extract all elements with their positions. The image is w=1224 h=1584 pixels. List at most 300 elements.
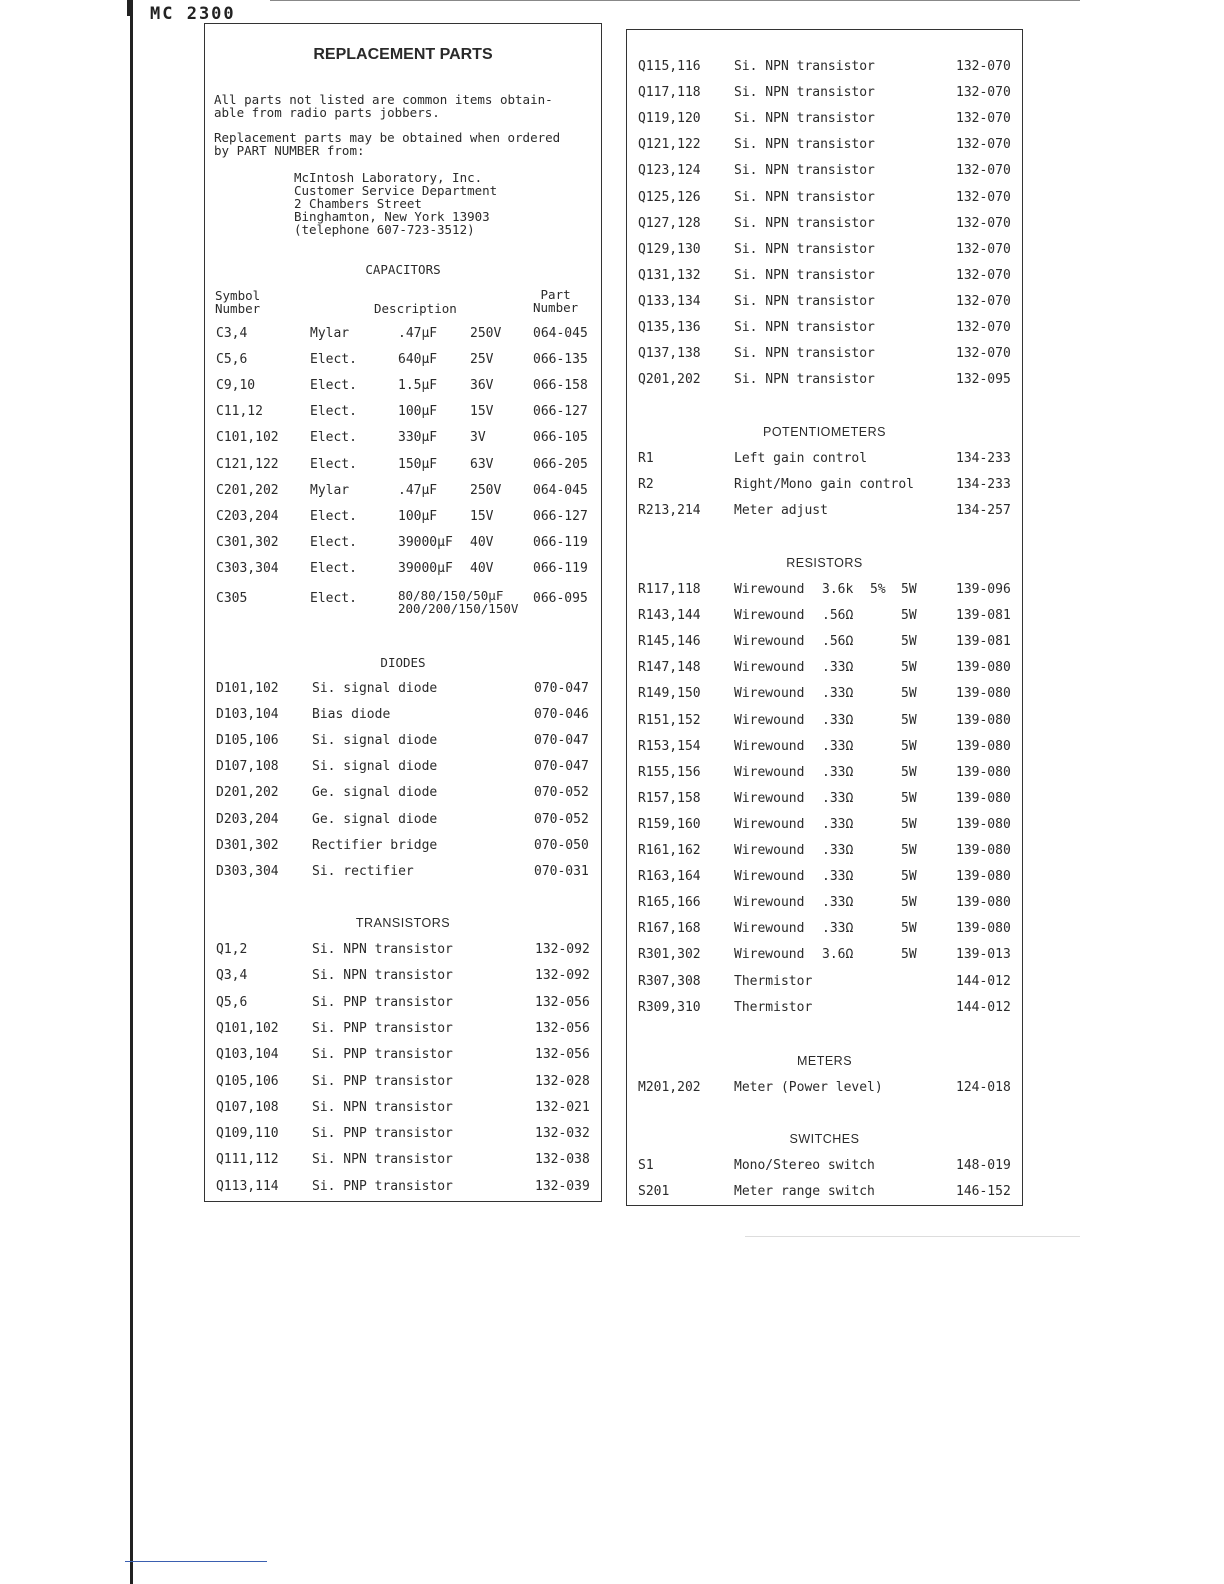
- resistor-row: [627, 582, 1022, 602]
- potentiometer-row-desc: Left gain control: [734, 451, 868, 466]
- resistor-row-type: Wirewound: [734, 582, 805, 597]
- resistor-row-type: Wirewound: [734, 686, 805, 702]
- switch-row-part: 148-019: [956, 1158, 1011, 1173]
- transistor-row: [205, 968, 601, 988]
- resistor-row-value: .33Ω: [822, 843, 854, 858]
- resistor-row-part: 144-012: [956, 973, 1011, 989]
- transistor-row: [205, 1152, 601, 1172]
- transistor-row-sym: Q121,122: [638, 137, 701, 153]
- resistor-row: [627, 634, 1022, 654]
- capacitor-row-sym: C121,122: [216, 456, 279, 472]
- resistor-row-value: .33Ω: [822, 895, 854, 911]
- resistor-row-type: Wirewound: [734, 738, 805, 754]
- resistor-row-part: 139-080: [956, 843, 1011, 858]
- capacitor-row-type: Elect.: [310, 352, 357, 368]
- transistor-row-desc: Si. NPN transistor: [734, 111, 875, 127]
- corner-line: [125, 1561, 267, 1562]
- transistor-row: [627, 111, 1022, 131]
- diode-row: [205, 707, 601, 727]
- page-header: MC 2300: [150, 4, 236, 24]
- right-parts-panel: [626, 29, 1023, 1206]
- resistor-row-type: Wirewound: [734, 790, 805, 806]
- capacitor-row-part: 066-105: [533, 430, 588, 446]
- description-header: Description: [374, 301, 457, 316]
- c305-values: [398, 589, 518, 615]
- resistor-row: [627, 843, 1022, 863]
- address-line: Customer Service Department: [294, 183, 498, 198]
- resistor-row-watt: 5W: [901, 686, 917, 702]
- resistor-row-part: 139-080: [956, 790, 1011, 806]
- resistor-row-part: 139-080: [956, 921, 1011, 937]
- potentiometer-row: [627, 451, 1022, 471]
- diode-row-sym: D201,202: [216, 785, 279, 801]
- resistor-row: [627, 608, 1022, 628]
- transistor-row-sym: Q201,202: [638, 372, 701, 388]
- switch-row: [627, 1158, 1022, 1178]
- intro-line: able from radio parts jobbers.: [214, 105, 440, 120]
- diode-row-sym: D303,304: [216, 863, 279, 879]
- transistor-row-sym: Q135,136: [638, 320, 701, 335]
- resistor-row-type: Wirewound: [734, 608, 805, 624]
- resistor-row-watt: 5W: [901, 660, 917, 676]
- switch-row: [627, 1184, 1022, 1204]
- address-line: (telephone 607-723-3512): [294, 222, 475, 237]
- resistor-row-part: 139-080: [956, 686, 1011, 702]
- transistor-row-desc: Si. NPN transistor: [734, 85, 875, 101]
- c305-value-line: 200/200/150/150V: [398, 601, 519, 616]
- diode-row-desc: Bias diode: [312, 707, 391, 723]
- resistor-row-part: 139-080: [956, 660, 1011, 676]
- capacitor-row-type: Mylar: [310, 482, 350, 498]
- resistor-row-sym: R163,164: [638, 869, 701, 885]
- capacitor-row-sym: C101,102: [216, 430, 279, 446]
- resistor-row-watt: 5W: [901, 843, 917, 858]
- switch-row-part: 146-152: [956, 1184, 1011, 1200]
- transistor-row: [627, 372, 1022, 392]
- transistor-row-part: 132-056: [535, 1047, 590, 1063]
- diode-row: [205, 785, 601, 805]
- transistor-row-desc: Si. NPN transistor: [312, 968, 453, 984]
- capacitor-row-type: Elect.: [310, 508, 357, 524]
- transistor-row-sym: Q117,118: [638, 85, 701, 101]
- transistor-row-part: 132-056: [535, 994, 590, 1010]
- potentiometer-row-part: 134-233: [956, 477, 1011, 493]
- intro-line: All parts not listed are common items obtain-: [214, 92, 553, 107]
- resistor-row: [627, 765, 1022, 785]
- transistor-row-part: 132-070: [956, 267, 1011, 283]
- capacitor-row-sym: C5,6: [216, 352, 248, 368]
- potentiometer-row: [627, 477, 1022, 497]
- diode-row-sym: D103,104: [216, 707, 279, 723]
- switch-row-sym: S1: [638, 1158, 654, 1173]
- transistor-row-part: 132-095: [956, 372, 1011, 388]
- transistor-row: [205, 1126, 601, 1146]
- transistor-row: [627, 320, 1022, 340]
- capacitor-row-volt: 15V: [470, 404, 494, 420]
- transistor-row: [627, 59, 1022, 79]
- capacitor-row-value: 1.5μF: [398, 378, 438, 394]
- transistor-row-part: 132-070: [956, 293, 1011, 309]
- resistor-row-value: .33Ω: [822, 816, 854, 832]
- resistor-row-sym: R161,162: [638, 843, 701, 858]
- resistor-row-watt: 5W: [901, 921, 917, 937]
- address-line: 2 Chambers Street: [294, 196, 422, 211]
- diode-row-part: 070-052: [534, 811, 589, 827]
- transistor-row-sym: Q113,114: [216, 1178, 279, 1194]
- address-line: Binghamton, New York 13903: [294, 209, 490, 224]
- resistor-row-type: Thermistor: [734, 973, 813, 989]
- resistor-row-type: Wirewound: [734, 947, 805, 963]
- resistor-row-value: .33Ω: [822, 660, 854, 676]
- transistor-row-desc: Si. NPN transistor: [312, 1152, 453, 1168]
- transistor-row-desc: Si. PNP transistor: [312, 1020, 453, 1036]
- capacitor-row-c305: [205, 588, 601, 616]
- capacitor-row-sym: C3,4: [216, 326, 248, 341]
- resistor-row-tol: 5%: [870, 582, 886, 597]
- transistor-row-sym: Q133,134: [638, 293, 701, 309]
- potentiometer-row-part: 134-257: [956, 503, 1011, 519]
- resistor-row-sym: R117,118: [638, 582, 701, 597]
- resistor-row-watt: 5W: [901, 608, 917, 624]
- transistor-row-desc: Si. NPN transistor: [734, 320, 875, 335]
- transistor-row-part: 132-070: [956, 241, 1011, 257]
- page-title: REPLACEMENT PARTS: [313, 46, 493, 63]
- c305-type: Elect.: [310, 591, 357, 606]
- address-line: McIntosh Laboratory, Inc.: [294, 170, 483, 185]
- resistor-row-value: .33Ω: [822, 869, 854, 885]
- resistor-row: [627, 895, 1022, 915]
- resistor-row-type: Thermistor: [734, 999, 813, 1015]
- resistor-row-type: Wirewound: [734, 634, 805, 650]
- resistor-row-sym: R307,308: [638, 973, 701, 989]
- diode-row-sym: D107,108: [216, 759, 279, 775]
- capacitor-row: [205, 483, 601, 503]
- capacitor-row-volt: 3V: [470, 430, 486, 446]
- resistor-row-watt: 5W: [901, 895, 917, 911]
- potentiometer-row: [627, 503, 1022, 523]
- binding-tick: [127, 0, 133, 16]
- resistor-row-sym: R167,168: [638, 921, 701, 937]
- capacitor-row-part: 066-158: [533, 378, 588, 394]
- capacitor-row-part: 064-045: [533, 482, 588, 498]
- capacitor-row-volt: 40V: [470, 534, 494, 550]
- part-number-header: [533, 288, 578, 314]
- transistor-row-desc: Si. NPN transistor: [734, 346, 875, 362]
- resistor-row-sym: R159,160: [638, 816, 701, 832]
- transistor-row-part: 132-070: [956, 215, 1011, 231]
- symbol-number-header: [215, 289, 260, 315]
- transistor-row-sym: Q109,110: [216, 1126, 279, 1142]
- resistor-row-watt: 5W: [901, 790, 917, 806]
- transistor-row-desc: Si. PNP transistor: [312, 994, 453, 1010]
- diode-row-part: 070-047: [534, 681, 589, 696]
- transistor-row-desc: Si. NPN transistor: [734, 372, 875, 388]
- capacitor-row-value: 100μF: [398, 508, 438, 524]
- potentiometer-row-desc: Meter adjust: [734, 503, 828, 519]
- bottom-rule: [745, 1236, 1080, 1237]
- transistor-row-part: 132-070: [956, 85, 1011, 101]
- transistor-row-part: 132-056: [535, 1020, 590, 1036]
- transistor-row-sym: Q1,2: [216, 942, 248, 957]
- diode-row: [205, 681, 601, 701]
- resistor-row: [627, 947, 1022, 967]
- resistor-row-type: Wirewound: [734, 764, 805, 780]
- transistor-row-desc: Si. NPN transistor: [734, 215, 875, 231]
- resistor-row-sym: R147,148: [638, 660, 701, 676]
- meter-row-sym: M201,202: [638, 1080, 701, 1095]
- resistor-row-watt: 5W: [901, 582, 917, 597]
- diode-row-part: 070-047: [534, 759, 589, 775]
- resistor-row-part: 144-012: [956, 999, 1011, 1015]
- capacitor-row-volt: 250V: [470, 326, 502, 341]
- resistor-row-part: 139-080: [956, 895, 1011, 911]
- transistor-row-sym: Q3,4: [216, 968, 248, 984]
- diode-row-part: 070-052: [534, 785, 589, 801]
- resistor-row-value: .33Ω: [822, 764, 854, 780]
- resistor-row: [627, 739, 1022, 759]
- resistor-row-watt: 5W: [901, 947, 917, 963]
- c305-symbol: C305: [216, 591, 248, 606]
- transistors-heading: TRANSISTORS: [355, 916, 451, 930]
- capacitor-row-volt: 36V: [470, 378, 494, 394]
- transistor-row-part: 132-070: [956, 189, 1011, 205]
- capacitor-row-sym: C11,12: [216, 404, 263, 420]
- transistor-row-sym: Q107,108: [216, 1099, 279, 1115]
- resistor-row: [627, 921, 1022, 941]
- diode-row: [205, 838, 601, 858]
- transistor-row-sym: Q129,130: [638, 241, 701, 257]
- transistor-row: [627, 137, 1022, 157]
- resistor-row-type: Wirewound: [734, 843, 805, 858]
- capacitor-row-volt: 40V: [470, 560, 494, 576]
- resistor-row-type: Wirewound: [734, 921, 805, 937]
- left-parts-panel: [204, 23, 602, 1202]
- resistor-row-part: 139-080: [956, 738, 1011, 754]
- resistor-row-part: 139-096: [956, 582, 1011, 597]
- diode-row: [205, 759, 601, 779]
- resistor-row-sym: R165,166: [638, 895, 701, 911]
- capacitor-row: [205, 509, 601, 529]
- diode-row: [205, 864, 601, 884]
- potentiometers-heading: POTENTIOMETERS: [763, 425, 886, 439]
- capacitor-row: [205, 378, 601, 398]
- capacitor-row-value: 640μF: [398, 352, 438, 368]
- transistor-row: [627, 268, 1022, 288]
- transistor-row-desc: Si. NPN transistor: [734, 137, 875, 153]
- c305-value-line: 80/80/150/50μF: [398, 588, 504, 603]
- resistor-row-value: .33Ω: [822, 738, 854, 754]
- resistor-row-part: 139-080: [956, 869, 1011, 885]
- transistor-row-desc: Si. PNP transistor: [312, 1178, 453, 1194]
- resistor-row-watt: 5W: [901, 738, 917, 754]
- transistor-row-desc: Si. NPN transistor: [312, 942, 453, 957]
- resistor-row-value: .33Ω: [822, 686, 854, 702]
- resistor-row-type: Wirewound: [734, 712, 805, 728]
- capacitor-row: [205, 404, 601, 424]
- order-line: Replacement parts may be obtained when ordered: [214, 130, 561, 145]
- address-block: [294, 171, 497, 236]
- potentiometer-row-sym: R213,214: [638, 503, 701, 519]
- switches-heading: SWITCHES: [789, 1132, 860, 1146]
- transistor-row-sym: Q137,138: [638, 346, 701, 362]
- resistors-heading: RESISTORS: [786, 556, 863, 570]
- switch-row-desc: Mono/Stereo switch: [734, 1158, 875, 1173]
- transistor-row-sym: Q131,132: [638, 267, 701, 283]
- transistor-row-part: 132-070: [956, 320, 1011, 335]
- diode-row-desc: Si. signal diode: [312, 733, 438, 749]
- transistor-row-part: 132-070: [956, 137, 1011, 153]
- transistor-row: [205, 1074, 601, 1094]
- header-line: Symbol: [215, 288, 261, 303]
- diode-row-sym: D301,302: [216, 837, 279, 853]
- capacitor-row-part: 066-127: [533, 508, 588, 524]
- transistor-row-desc: Si. NPN transistor: [734, 189, 875, 205]
- capacitor-row: [205, 430, 601, 450]
- transistor-row: [205, 995, 601, 1015]
- capacitor-row: [205, 326, 601, 346]
- capacitor-row-value: 150μF: [398, 456, 438, 472]
- capacitor-row-part: 066-205: [533, 456, 588, 472]
- resistor-row-watt: 5W: [901, 869, 917, 885]
- capacitor-row-type: Mylar: [310, 326, 350, 341]
- transistor-row: [205, 1100, 601, 1120]
- resistor-row: [627, 660, 1022, 680]
- transistor-row: [627, 242, 1022, 262]
- diode-row-desc: Si. signal diode: [312, 681, 438, 696]
- intro-paragraph: [214, 93, 594, 119]
- transistor-row-part: 132-032: [535, 1126, 590, 1142]
- potentiometer-row-sym: R2: [638, 477, 654, 493]
- diode-row-desc: Rectifier bridge: [312, 837, 438, 853]
- resistor-row-sym: R301,302: [638, 947, 701, 963]
- resistor-row-watt: 5W: [901, 712, 917, 728]
- diodes-heading: DIODES: [380, 655, 426, 670]
- capacitor-row-sym: C201,202: [216, 482, 279, 498]
- resistor-row-watt: 5W: [901, 816, 917, 832]
- resistor-row-value: .33Ω: [822, 921, 854, 937]
- capacitor-row-part: 066-119: [533, 534, 588, 550]
- capacitor-row-sym: C203,204: [216, 508, 279, 524]
- resistor-row-part: 139-013: [956, 947, 1011, 963]
- capacitor-row-volt: 15V: [470, 508, 494, 524]
- resistor-row-sym: R145,146: [638, 634, 701, 650]
- header-line: Number: [215, 301, 261, 316]
- transistor-row-desc: Si. NPN transistor: [734, 267, 875, 283]
- resistor-row-sym: R151,152: [638, 712, 701, 728]
- resistor-row-value: 3.6Ω: [822, 947, 854, 963]
- transistor-row-sym: Q125,126: [638, 189, 701, 205]
- transistor-row-part: 132-070: [956, 59, 1011, 74]
- meter-row: [627, 1080, 1022, 1100]
- transistor-row: [205, 942, 601, 962]
- resistor-row-value: .33Ω: [822, 790, 854, 806]
- capacitor-row-type: Elect.: [310, 430, 357, 446]
- transistor-row-desc: Si. NPN transistor: [734, 163, 875, 179]
- resistor-row-type: Wirewound: [734, 660, 805, 676]
- capacitor-row-value: 330μF: [398, 430, 438, 446]
- capacitor-row-value: 39000μF: [398, 534, 453, 550]
- capacitor-row: [205, 352, 601, 372]
- resistor-row-part: 139-080: [956, 764, 1011, 780]
- resistor-row-sym: R155,156: [638, 764, 701, 780]
- diode-row-part: 070-047: [534, 733, 589, 749]
- capacitor-row-part: 066-127: [533, 404, 588, 420]
- meter-row-part: 124-018: [956, 1080, 1011, 1095]
- transistor-row-sym: Q5,6: [216, 994, 248, 1010]
- transistor-row-part: 132-038: [535, 1152, 590, 1168]
- transistor-row-sym: Q115,116: [638, 59, 701, 74]
- resistor-row-part: 139-081: [956, 608, 1011, 624]
- transistor-row-part: 132-092: [535, 942, 590, 957]
- diode-row-sym: D105,106: [216, 733, 279, 749]
- c305-part: 066-095: [533, 591, 588, 606]
- resistor-row-watt: 5W: [901, 634, 917, 650]
- switch-row-sym: S201: [638, 1184, 670, 1200]
- transistor-row-sym: Q127,128: [638, 215, 701, 231]
- capacitor-row-value: .47μF: [398, 326, 438, 341]
- transistor-row-part: 132-028: [535, 1073, 590, 1089]
- diode-row-sym: D203,204: [216, 811, 279, 827]
- transistor-row-sym: Q105,106: [216, 1073, 279, 1089]
- capacitor-row-volt: 63V: [470, 456, 494, 472]
- potentiometer-row-desc: Right/Mono gain control: [734, 477, 915, 493]
- transistor-row: [205, 1021, 601, 1041]
- transistor-row-part: 132-092: [535, 968, 590, 984]
- capacitor-row-type: Elect.: [310, 378, 357, 394]
- transistor-row-desc: Si. NPN transistor: [734, 293, 875, 309]
- resistor-row: [627, 817, 1022, 837]
- transistor-row-desc: Si. PNP transistor: [312, 1073, 453, 1089]
- resistor-row-type: Wirewound: [734, 816, 805, 832]
- transistor-row: [627, 346, 1022, 366]
- capacitor-row-type: Elect.: [310, 560, 357, 576]
- resistor-row: [627, 974, 1022, 994]
- diode-row-sym: D101,102: [216, 681, 279, 696]
- resistor-row-part: 139-080: [956, 712, 1011, 728]
- transistor-row-desc: Si. PNP transistor: [312, 1126, 453, 1142]
- transistor-row-desc: Si. NPN transistor: [734, 59, 875, 74]
- diode-row-part: 070-050: [534, 837, 589, 853]
- capacitor-row-type: Elect.: [310, 456, 357, 472]
- diode-row-desc: Si. rectifier: [312, 863, 414, 879]
- header-line: Number: [533, 300, 579, 315]
- order-line: by PART NUMBER from:: [214, 143, 365, 158]
- transistor-row: [627, 190, 1022, 210]
- transistor-row-desc: Si. NPN transistor: [734, 241, 875, 257]
- meters-heading: METERS: [796, 1054, 853, 1068]
- resistor-row-value: 3.6k: [822, 582, 854, 597]
- transistor-row: [205, 1047, 601, 1067]
- capacitor-row: [205, 535, 601, 555]
- transistor-row-desc: Si. PNP transistor: [312, 1047, 453, 1063]
- capacitor-row-sym: C9,10: [216, 378, 256, 394]
- binding-edge: [130, 0, 133, 1584]
- resistor-row-part: 139-080: [956, 816, 1011, 832]
- resistor-row: [627, 686, 1022, 706]
- meter-row-desc: Meter (Power level): [734, 1080, 883, 1095]
- resistor-row: [627, 1000, 1022, 1020]
- transistor-row-desc: Si. NPN transistor: [312, 1099, 453, 1115]
- resistor-row-sym: R143,144: [638, 608, 701, 624]
- resistor-row-type: Wirewound: [734, 869, 805, 885]
- top-rule: [270, 0, 1080, 1]
- resistor-row-value: .56Ω: [822, 608, 854, 624]
- transistor-row-sym: Q101,102: [216, 1020, 279, 1036]
- transistor-row: [627, 85, 1022, 105]
- capacitor-row-volt: 250V: [470, 482, 502, 498]
- transistor-row-part: 132-039: [535, 1178, 590, 1194]
- diode-row-part: 070-031: [534, 863, 589, 879]
